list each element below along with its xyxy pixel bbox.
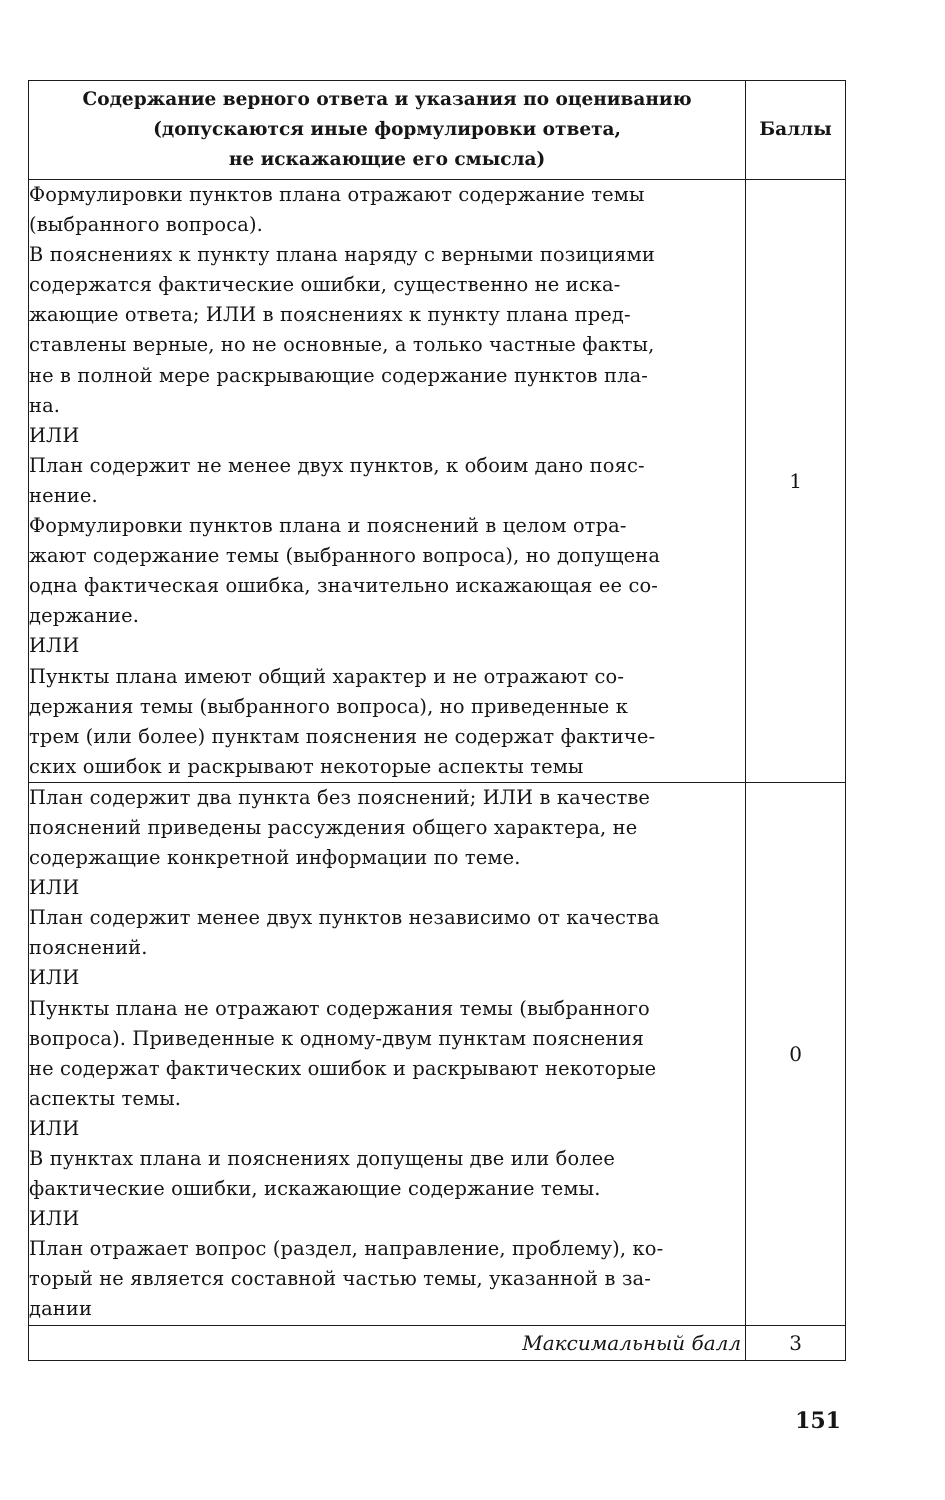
grading-table bbox=[28, 80, 846, 1361]
criteria-line: Формулировки пунктов плана и пояснений в целом отра- bbox=[29, 514, 627, 538]
criteria-line: ИЛИ bbox=[29, 423, 80, 447]
criteria-line: План содержит не менее двух пунктов, к обоим дано пояс- bbox=[29, 453, 645, 477]
criteria-line: торый не является составной частью темы, указанной в за- bbox=[29, 1267, 651, 1291]
table-row bbox=[29, 180, 846, 783]
criteria-line: содержащие конкретной информации по теме. bbox=[29, 846, 521, 870]
page-number: 151 bbox=[795, 1408, 841, 1434]
criteria-header-line: Содержание верного ответа и указания по оцениванию bbox=[82, 89, 692, 110]
criteria-line: ских ошибок и раскрывают некоторые аспекты темы bbox=[29, 754, 584, 778]
criteria-line: (выбранного вопроса). bbox=[29, 213, 263, 237]
criteria-line: пояснений. bbox=[29, 936, 148, 960]
score-cell: 0 bbox=[746, 782, 846, 1325]
criteria-line: аспекты темы. bbox=[29, 1086, 182, 1110]
criteria-line: В пунктах плана и пояснениях допущены две или более bbox=[29, 1147, 616, 1170]
criteria-header bbox=[29, 81, 746, 180]
criteria-line: ИЛИ bbox=[29, 634, 80, 658]
criteria-line: содержатся фактические ошибки, существенно не иска- bbox=[29, 273, 621, 297]
criteria-line: План содержит менее двух пунктов независимо от качества bbox=[29, 906, 660, 930]
max-score-row bbox=[29, 1325, 846, 1360]
criteria-line: держание. bbox=[29, 604, 140, 628]
max-score-value: 3 bbox=[746, 1325, 846, 1360]
criteria-line: План отражает вопрос (раздел, направление, проблему), ко- bbox=[29, 1237, 664, 1261]
criteria-line: одна фактическая ошибка, значительно искажающая ее со- bbox=[29, 574, 658, 598]
criteria-header-line: не искажающие его смысла) bbox=[228, 149, 546, 170]
criteria-line: не в полной мере раскрывающие содержание пунктов пла- bbox=[29, 363, 649, 387]
criteria-line: План содержит два пункта без пояснений; ИЛИ в качестве bbox=[29, 785, 651, 809]
criteria-line: Формулировки пунктов плана отражают содержание темы bbox=[29, 183, 645, 206]
criteria-header-line: (допускаются иные формулировки ответа, bbox=[153, 119, 621, 140]
criteria-line: держания темы (выбранного вопроса), но приведенные к bbox=[29, 694, 629, 718]
max-score-label: Максимальный балл bbox=[29, 1325, 746, 1360]
criteria-line: Пункты плана имеют общий характер и не отражают со- bbox=[29, 664, 625, 688]
criteria-line: ставлены верные, но не основные, а только частные факты, bbox=[29, 333, 655, 357]
criteria-line: трем (или более) пунктам пояснения не содержат фактиче- bbox=[29, 724, 656, 748]
criteria-cell bbox=[29, 782, 746, 1325]
criteria-line: жают содержание темы (выбранного вопроса), но допущена bbox=[29, 544, 661, 568]
criteria-line: фактические ошибки, искажающие содержание темы. bbox=[29, 1177, 601, 1201]
criteria-line: ИЛИ bbox=[29, 1207, 80, 1231]
criteria-line: пояснений приведены рассуждения общего характера, не bbox=[29, 815, 638, 839]
table-row bbox=[29, 782, 846, 1325]
criteria-line: не содержат фактических ошибок и раскрывают некоторые bbox=[29, 1056, 657, 1080]
criteria-line: ИЛИ bbox=[29, 1116, 80, 1140]
table-header-row bbox=[29, 81, 846, 180]
criteria-line: вопроса). Приведенные к одному-двум пунктам пояснения bbox=[29, 1026, 644, 1050]
criteria-cell bbox=[29, 180, 746, 783]
points-header: Баллы bbox=[746, 81, 846, 180]
criteria-line: ИЛИ bbox=[29, 966, 80, 990]
criteria-line: на. bbox=[29, 393, 61, 417]
criteria-line: нение. bbox=[29, 483, 98, 507]
criteria-line: В пояснениях к пункту плана наряду с верными позициями bbox=[29, 243, 655, 267]
criteria-line: дании bbox=[29, 1297, 93, 1321]
score-cell: 1 bbox=[746, 180, 846, 783]
criteria-line: жающие ответа; ИЛИ в пояснениях к пункту плана пред- bbox=[29, 303, 631, 327]
criteria-line: Пункты плана не отражают содержания темы (выбранного bbox=[29, 996, 650, 1020]
criteria-line: ИЛИ bbox=[29, 876, 80, 900]
